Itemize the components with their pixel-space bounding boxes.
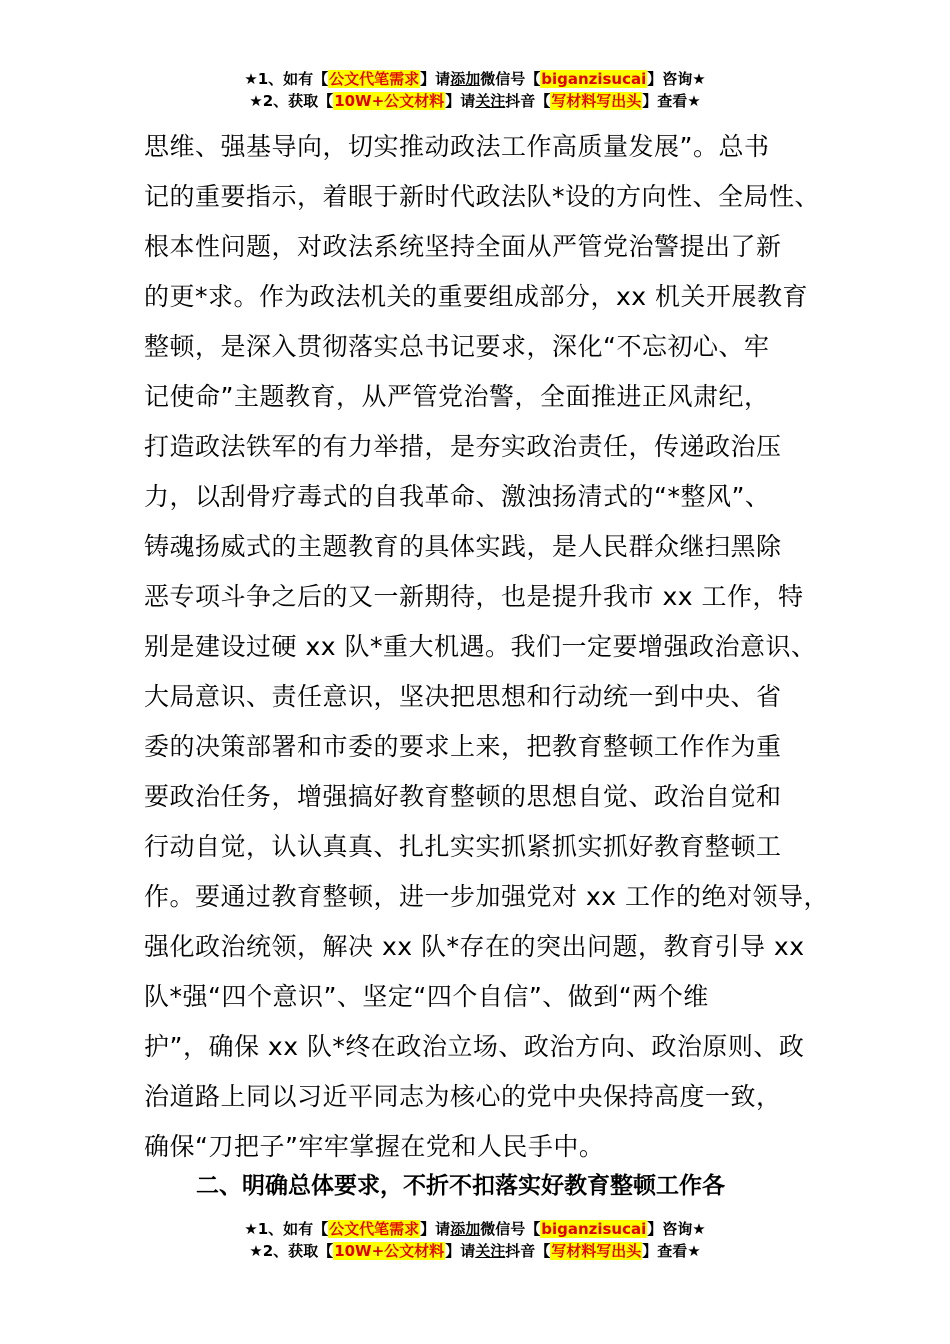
body-line: 委的决策部署和市委的要求上来，把教育整顿工作作为重 bbox=[144, 732, 782, 761]
banner-line-2 bbox=[0, 90, 950, 112]
highlight-douyin-account: 写材料写出头 bbox=[551, 1242, 642, 1260]
banner-text: 】请 bbox=[445, 1242, 476, 1260]
body-line: 打造政法铁军的有力举措，是夯实政治责任，传递政治压 bbox=[144, 432, 782, 461]
banner-line-1 bbox=[0, 1218, 950, 1240]
body-line: 恶专项斗争之后的又一新期待，也是提升我市 xx 工作，特 bbox=[144, 582, 804, 611]
body-line: 确保“刀把子”牢牢掌握在党和人民手中。 bbox=[144, 1132, 605, 1161]
body-line: 护”，确保 xx 队*终在政治立场、政治方向、政治原则、政 bbox=[144, 1032, 805, 1061]
banner-text: ★2、获取【 bbox=[249, 1242, 334, 1260]
highlight-service: 公文代笔需求 bbox=[329, 70, 420, 88]
banner-emphasis: 添加 bbox=[450, 70, 481, 88]
body-line: 力，以刮骨疗毒式的自我革命、激浊扬清式的“*整风”、 bbox=[144, 482, 771, 511]
section-heading: 二、明确总体要求，不折不扣落实好教育整顿工作各 bbox=[196, 1173, 725, 1199]
banner-text: 微信号【 bbox=[480, 70, 541, 88]
body-line: 铸魂扬威式的主题教育的具体实践，是人民群众继扫黑除 bbox=[144, 532, 782, 561]
body-line: 队*强“四个意识”、坚定“四个自信”、做到“两个维 bbox=[144, 982, 709, 1011]
footer-banner bbox=[0, 1218, 950, 1262]
body-line: 思维、强基导向，切实推动政法工作高质量发展”。总书 bbox=[144, 132, 770, 161]
banner-text: 抖音【 bbox=[505, 92, 551, 110]
body-line: 根本性问题，对政法系统坚持全面从严管党治警提出了新 bbox=[144, 232, 782, 261]
banner-text: 抖音【 bbox=[505, 1242, 551, 1260]
body-line: 治道路上同以习近平同志为核心的党中央保持高度一致， bbox=[144, 1082, 782, 1111]
body-line: 的更*求。作为政法机关的重要组成部分，xx 机关开展教育 bbox=[144, 282, 809, 311]
banner-emphasis: 关注 bbox=[475, 1242, 506, 1260]
highlight-douyin-account: 写材料写出头 bbox=[551, 92, 642, 110]
header-banner bbox=[0, 68, 950, 112]
highlight-materials: 10W+公文材料 bbox=[334, 1242, 445, 1260]
banner-text: ★1、如有【 bbox=[244, 1220, 329, 1238]
body-paragraph bbox=[144, 122, 834, 1172]
highlight-wechat-id: biganzisucai bbox=[541, 1220, 647, 1238]
highlight-materials: 10W+公文材料 bbox=[334, 92, 445, 110]
body-line: 整顿，是深入贯彻落实总书记要求，深化“不忘初心、牢 bbox=[144, 332, 770, 361]
banner-emphasis: 关注 bbox=[475, 92, 506, 110]
banner-text: ★2、获取【 bbox=[249, 92, 334, 110]
banner-line-1 bbox=[0, 68, 950, 90]
banner-text: 】查看★ bbox=[642, 1242, 701, 1260]
banner-text: 】咨询★ bbox=[647, 1220, 706, 1238]
banner-text: 】请 bbox=[420, 1220, 451, 1238]
body-line: 强化政治统领，解决 xx 队*存在的突出问题，教育引导 xx bbox=[144, 932, 805, 961]
banner-text: 微信号【 bbox=[480, 1220, 541, 1238]
banner-text: 】请 bbox=[420, 70, 451, 88]
highlight-wechat-id: biganzisucai bbox=[541, 70, 647, 88]
body-line: 记的重要指示，着眼于新时代政法队*设的方向性、全局性、 bbox=[144, 182, 821, 211]
banner-text: 】咨询★ bbox=[647, 70, 706, 88]
body-line: 作。要通过教育整顿，进一步加强党对 xx 工作的绝对领导， bbox=[144, 882, 829, 911]
body-line: 大局意识、责任意识，坚决把思想和行动统一到中央、省 bbox=[144, 682, 782, 711]
body-line: 要政治任务，增强搞好教育整顿的思想自觉、政治自觉和 bbox=[144, 782, 782, 811]
banner-text: 】请 bbox=[445, 92, 476, 110]
banner-emphasis: 添加 bbox=[450, 1220, 481, 1238]
banner-line-2 bbox=[0, 1240, 950, 1262]
banner-text: 】查看★ bbox=[642, 92, 701, 110]
banner-text: ★1、如有【 bbox=[244, 70, 329, 88]
body-line: 记使命”主题教育，从严管党治警，全面推进正风肃纪， bbox=[144, 382, 770, 411]
body-line: 别是建设过硬 xx 队*重大机遇。我们一定要增强政治意识、 bbox=[144, 632, 817, 661]
body-line: 行动自觉，认认真真、扎扎实实抓紧抓实抓好教育整顿工 bbox=[144, 832, 782, 861]
highlight-service: 公文代笔需求 bbox=[329, 1220, 420, 1238]
